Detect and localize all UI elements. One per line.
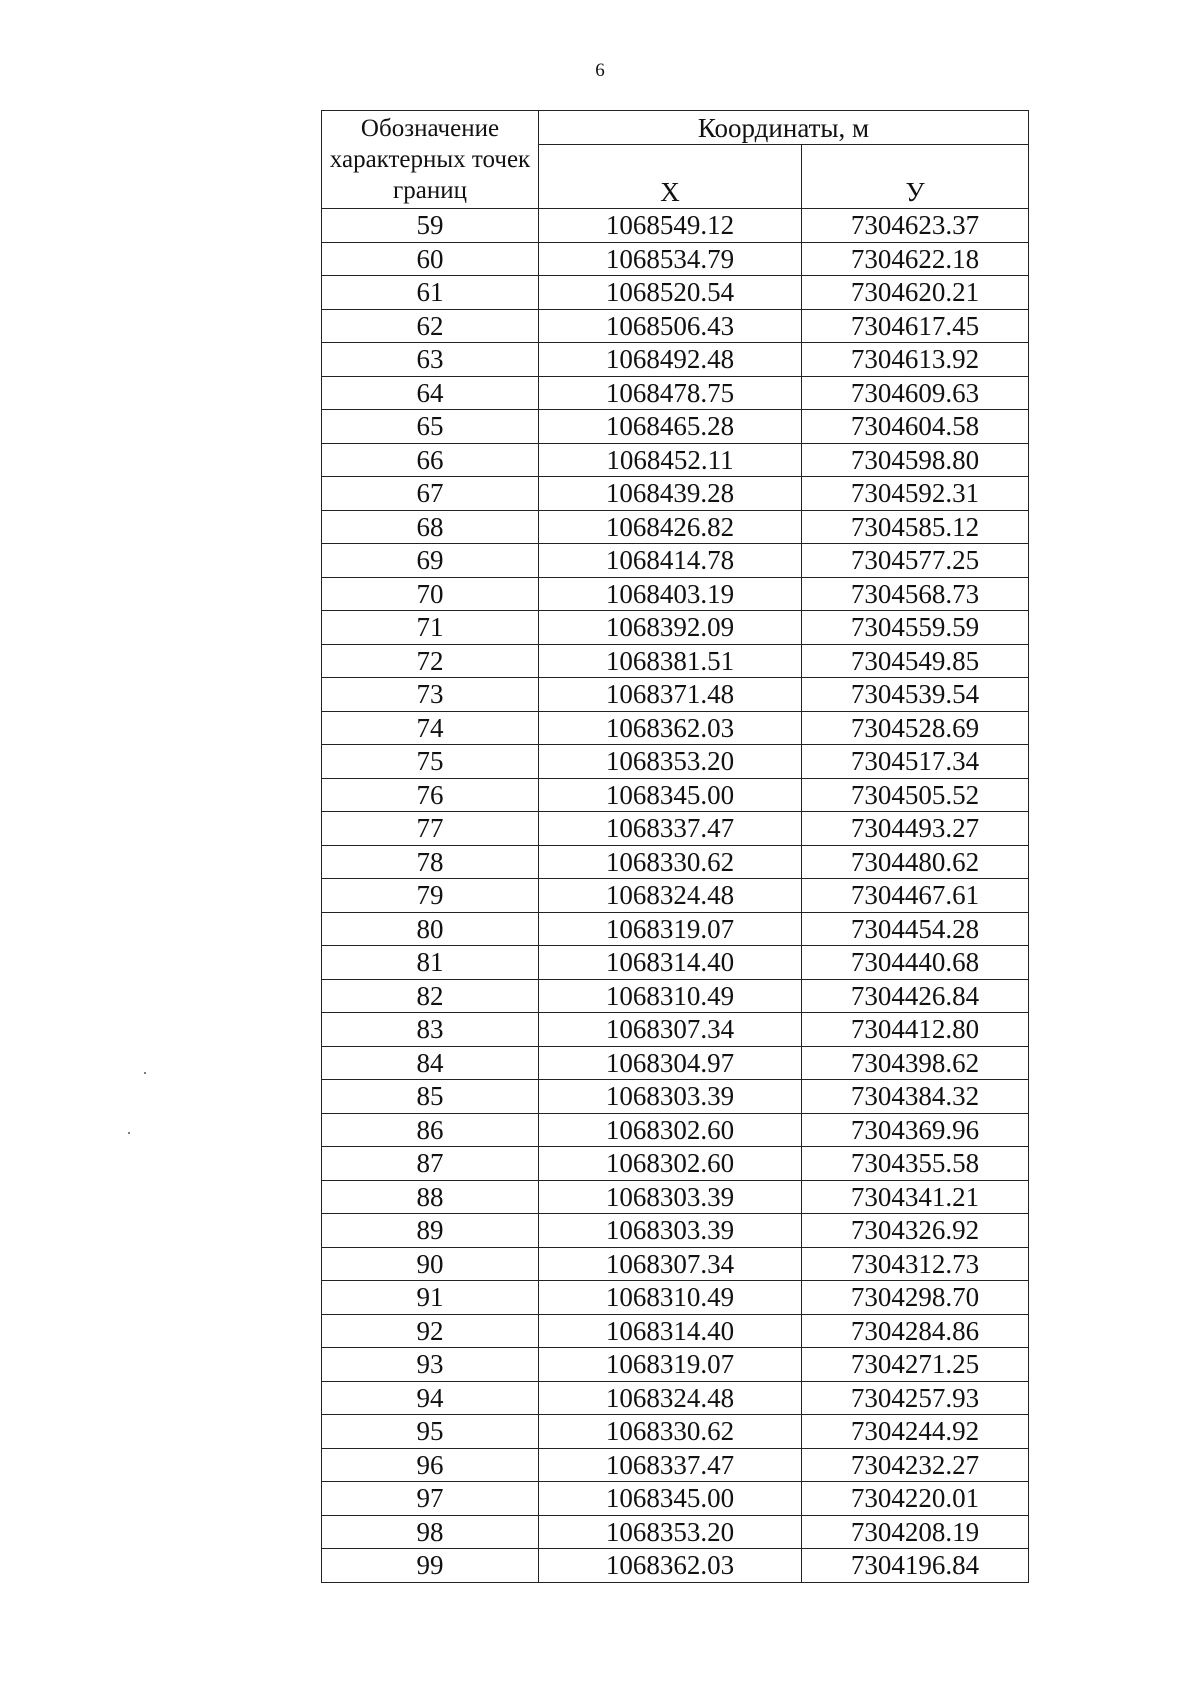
x-coordinate-cell: 1068337.47 [539, 1448, 802, 1482]
point-cell: 73 [322, 678, 539, 712]
x-coordinate-cell: 1068452.11 [539, 443, 802, 477]
x-coordinate-cell: 1068330.62 [539, 1415, 802, 1449]
point-cell: 90 [322, 1247, 539, 1281]
point-cell: 65 [322, 410, 539, 444]
y-coordinate-cell: 7304622.18 [802, 242, 1029, 276]
x-coordinate-cell: 1068392.09 [539, 611, 802, 645]
y-coordinate-cell: 7304592.31 [802, 477, 1029, 511]
x-coordinate-cell: 1068362.03 [539, 1549, 802, 1583]
y-coordinate-cell: 7304220.01 [802, 1482, 1029, 1516]
y-coordinate-cell: 7304467.61 [802, 879, 1029, 913]
table-row [322, 443, 1029, 477]
x-coordinate-cell: 1068330.62 [539, 845, 802, 879]
y-coordinate-cell: 7304398.62 [802, 1046, 1029, 1080]
y-coordinate-cell: 7304208.19 [802, 1515, 1029, 1549]
point-designation-header: Обозначение характерных точек границ [322, 111, 539, 209]
point-cell: 63 [322, 343, 539, 377]
point-cell: 75 [322, 745, 539, 779]
y-coordinate-cell: 7304517.34 [802, 745, 1029, 779]
point-cell: 59 [322, 209, 539, 243]
table-row [322, 1113, 1029, 1147]
point-cell: 80 [322, 912, 539, 946]
point-cell: 79 [322, 879, 539, 913]
x-coordinate-cell: 1068319.07 [539, 912, 802, 946]
table-row [322, 879, 1029, 913]
y-coordinate-cell: 7304480.62 [802, 845, 1029, 879]
table-row [322, 1046, 1029, 1080]
point-cell: 68 [322, 510, 539, 544]
point-cell: 94 [322, 1381, 539, 1415]
table-row [322, 1448, 1029, 1482]
y-coordinate-cell: 7304539.54 [802, 678, 1029, 712]
y-coordinate-cell: 7304232.27 [802, 1448, 1029, 1482]
x-coordinate-cell: 1068478.75 [539, 376, 802, 410]
y-coordinate-cell: 7304613.92 [802, 343, 1029, 377]
table-row [322, 644, 1029, 678]
table-row [322, 979, 1029, 1013]
point-cell: 93 [322, 1348, 539, 1382]
table-row [322, 1281, 1029, 1315]
point-cell: 77 [322, 812, 539, 846]
x-coordinate-cell: 1068302.60 [539, 1147, 802, 1181]
y-coordinate-cell: 7304505.52 [802, 778, 1029, 812]
point-cell: 74 [322, 711, 539, 745]
y-coordinate-cell: 7304412.80 [802, 1013, 1029, 1047]
table-row [322, 1214, 1029, 1248]
y-coordinate-cell: 7304298.70 [802, 1281, 1029, 1315]
y-coordinate-cell: 7304257.93 [802, 1381, 1029, 1415]
y-coordinate-cell: 7304440.68 [802, 946, 1029, 980]
x-coordinate-cell: 1068303.39 [539, 1214, 802, 1248]
point-cell: 84 [322, 1046, 539, 1080]
y-coordinate-cell: 7304585.12 [802, 510, 1029, 544]
y-coordinate-cell: 7304454.28 [802, 912, 1029, 946]
x-coordinate-cell: 1068534.79 [539, 242, 802, 276]
x-coordinate-cell: 1068324.48 [539, 879, 802, 913]
table-row [322, 1180, 1029, 1214]
table-row [322, 1147, 1029, 1181]
point-cell: 86 [322, 1113, 539, 1147]
table-row [322, 1549, 1029, 1583]
table-row [322, 778, 1029, 812]
x-coordinate-cell: 1068319.07 [539, 1348, 802, 1382]
table-row [322, 912, 1029, 946]
y-coordinate-cell: 7304384.32 [802, 1080, 1029, 1114]
point-cell: 62 [322, 309, 539, 343]
x-coordinate-cell: 1068303.39 [539, 1080, 802, 1114]
coordinates-header: Координаты, м [539, 111, 1029, 145]
y-coordinate-cell: 7304559.59 [802, 611, 1029, 645]
x-coordinate-cell: 1068337.47 [539, 812, 802, 846]
table-row [322, 812, 1029, 846]
table-row [322, 242, 1029, 276]
y-coordinate-cell: 7304355.58 [802, 1147, 1029, 1181]
point-cell: 99 [322, 1549, 539, 1583]
table-row [322, 276, 1029, 310]
scan-speck [144, 1072, 146, 1074]
y-coordinate-cell: 7304620.21 [802, 276, 1029, 310]
x-coordinate-cell: 1068353.20 [539, 745, 802, 779]
table-row [322, 309, 1029, 343]
table-row [322, 1013, 1029, 1047]
x-coordinate-cell: 1068307.34 [539, 1247, 802, 1281]
point-cell: 71 [322, 611, 539, 645]
table-row [322, 1415, 1029, 1449]
x-coordinate-cell: 1068345.00 [539, 778, 802, 812]
y-coordinate-cell: 7304598.80 [802, 443, 1029, 477]
point-cell: 67 [322, 477, 539, 511]
x-coordinate-cell: 1068304.97 [539, 1046, 802, 1080]
point-cell: 78 [322, 845, 539, 879]
point-cell: 85 [322, 1080, 539, 1114]
table-row [322, 1247, 1029, 1281]
point-cell: 89 [322, 1214, 539, 1248]
x-coordinate-cell: 1068314.40 [539, 946, 802, 980]
x-coordinate-cell: 1068414.78 [539, 544, 802, 578]
y-coordinate-cell: 7304577.25 [802, 544, 1029, 578]
table-row [322, 1381, 1029, 1415]
y-coordinate-cell: 7304493.27 [802, 812, 1029, 846]
table-row [322, 946, 1029, 980]
table-row [322, 711, 1029, 745]
x-coordinate-cell: 1068465.28 [539, 410, 802, 444]
scan-speck [128, 1132, 130, 1134]
point-cell: 69 [322, 544, 539, 578]
point-cell: 98 [322, 1515, 539, 1549]
point-cell: 88 [322, 1180, 539, 1214]
point-cell: 97 [322, 1482, 539, 1516]
x-coordinate-cell: 1068303.39 [539, 1180, 802, 1214]
y-coordinate-cell: 7304609.63 [802, 376, 1029, 410]
table-row [322, 510, 1029, 544]
y-coordinate-cell: 7304549.85 [802, 644, 1029, 678]
y-coordinate-cell: 7304341.21 [802, 1180, 1029, 1214]
y-coordinate-cell: 7304369.96 [802, 1113, 1029, 1147]
x-coordinate-cell: 1068307.34 [539, 1013, 802, 1047]
y-coordinate-cell: 7304604.58 [802, 410, 1029, 444]
table-row [322, 845, 1029, 879]
x-coordinate-cell: 1068310.49 [539, 1281, 802, 1315]
y-coordinate-cell: 7304196.84 [802, 1549, 1029, 1583]
point-cell: 96 [322, 1448, 539, 1482]
point-cell: 66 [322, 443, 539, 477]
table-row [322, 376, 1029, 410]
table-row [322, 343, 1029, 377]
x-coordinate-cell: 1068345.00 [539, 1482, 802, 1516]
point-cell: 81 [322, 946, 539, 980]
table-header [322, 111, 1029, 209]
point-cell: 82 [322, 979, 539, 1013]
y-column-header: У [802, 145, 1029, 209]
point-cell: 92 [322, 1314, 539, 1348]
point-cell: 91 [322, 1281, 539, 1315]
y-coordinate-cell: 7304617.45 [802, 309, 1029, 343]
x-coordinate-cell: 1068403.19 [539, 577, 802, 611]
point-cell: 83 [322, 1013, 539, 1047]
x-coordinate-cell: 1068314.40 [539, 1314, 802, 1348]
y-coordinate-cell: 7304312.73 [802, 1247, 1029, 1281]
point-cell: 87 [322, 1147, 539, 1181]
table-row [322, 1348, 1029, 1382]
table-row [322, 209, 1029, 243]
x-coordinate-cell: 1068324.48 [539, 1381, 802, 1415]
x-coordinate-cell: 1068426.82 [539, 510, 802, 544]
x-coordinate-cell: 1068353.20 [539, 1515, 802, 1549]
table-row [322, 678, 1029, 712]
table-row [322, 1314, 1029, 1348]
y-coordinate-cell: 7304623.37 [802, 209, 1029, 243]
table-row [322, 1080, 1029, 1114]
point-cell: 70 [322, 577, 539, 611]
x-coordinate-cell: 1068506.43 [539, 309, 802, 343]
point-cell: 64 [322, 376, 539, 410]
table-row [322, 477, 1029, 511]
x-coordinate-cell: 1068302.60 [539, 1113, 802, 1147]
table-row [322, 1482, 1029, 1516]
page-number: 6 [595, 60, 605, 81]
x-coordinate-cell: 1068381.51 [539, 644, 802, 678]
table-row [322, 1515, 1029, 1549]
x-coordinate-cell: 1068520.54 [539, 276, 802, 310]
table-row [322, 544, 1029, 578]
table-row [322, 410, 1029, 444]
x-coordinate-cell: 1068310.49 [539, 979, 802, 1013]
table-row [322, 577, 1029, 611]
y-coordinate-cell: 7304568.73 [802, 577, 1029, 611]
y-coordinate-cell: 7304326.92 [802, 1214, 1029, 1248]
point-cell: 60 [322, 242, 539, 276]
y-coordinate-cell: 7304244.92 [802, 1415, 1029, 1449]
y-coordinate-cell: 7304528.69 [802, 711, 1029, 745]
table-row [322, 611, 1029, 645]
point-cell: 95 [322, 1415, 539, 1449]
x-coordinate-cell: 1068362.03 [539, 711, 802, 745]
point-cell: 61 [322, 276, 539, 310]
table-body [322, 209, 1029, 1583]
x-coordinate-cell: 1068549.12 [539, 209, 802, 243]
x-coordinate-cell: 1068439.28 [539, 477, 802, 511]
x-coordinate-cell: 1068371.48 [539, 678, 802, 712]
point-cell: 72 [322, 644, 539, 678]
table-row [322, 745, 1029, 779]
coordinates-table [321, 110, 1029, 1583]
y-coordinate-cell: 7304426.84 [802, 979, 1029, 1013]
x-column-header: Х [539, 145, 802, 209]
y-coordinate-cell: 7304284.86 [802, 1314, 1029, 1348]
point-cell: 76 [322, 778, 539, 812]
y-coordinate-cell: 7304271.25 [802, 1348, 1029, 1382]
x-coordinate-cell: 1068492.48 [539, 343, 802, 377]
